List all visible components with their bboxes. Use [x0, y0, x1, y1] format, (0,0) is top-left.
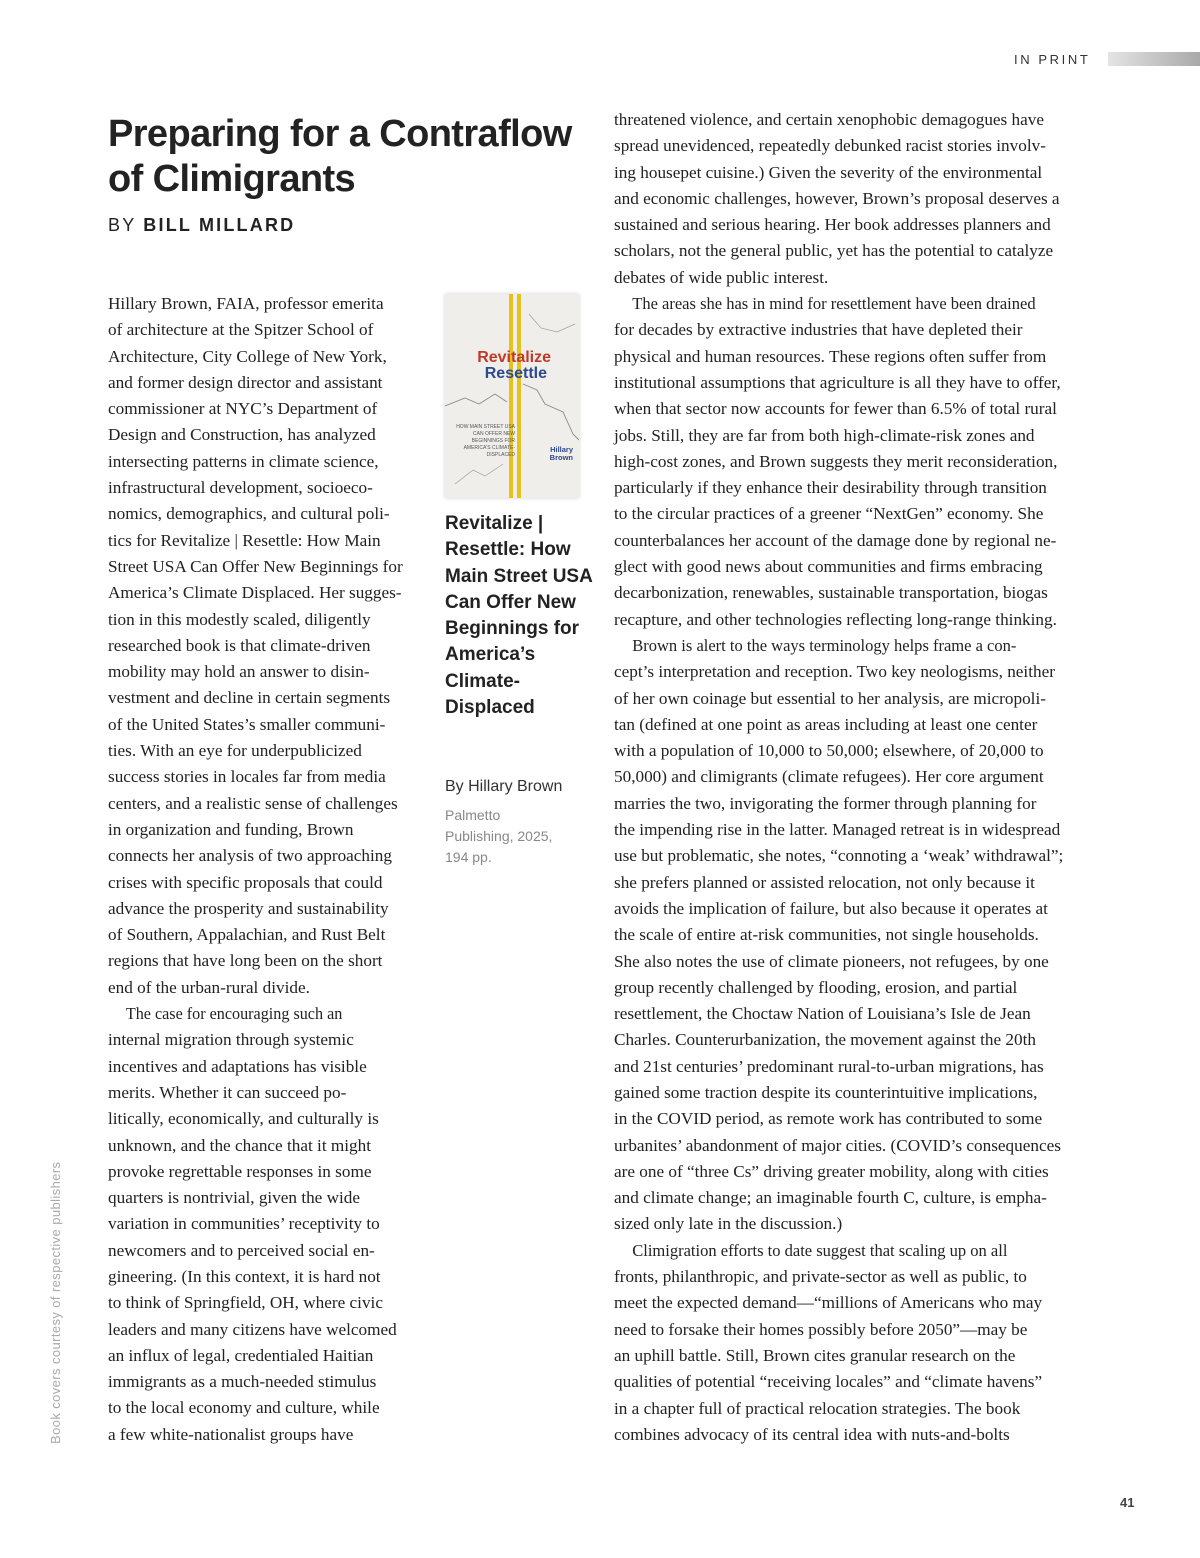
- body-line: institutional assumptions that agriculture is all they have to offer,: [614, 372, 1061, 392]
- body-line: Design and Construction, has analyzed: [108, 425, 376, 445]
- body-line: particularly if they enhance their desirability through transition: [614, 478, 1047, 498]
- image-credit: Book covers courtesy of respective publishers: [48, 1161, 63, 1444]
- body-line: infrastructural development, socioeco-: [108, 478, 373, 498]
- body-line: are one of “three Cs” driving greater mobility, along with cities: [614, 1161, 1049, 1181]
- body-line: advance the prosperity and sustainability: [108, 898, 389, 918]
- body-line: crises with specific proposals that could: [108, 872, 383, 892]
- cover-title-line2: Resettle: [484, 365, 547, 382]
- cover-author: Hillary Brown: [549, 445, 573, 462]
- body-line: in organization and funding, Brown: [108, 819, 354, 839]
- body-line: ing housepet cuisine.) Given the severity of the environmental: [614, 162, 1043, 182]
- body-line: of Southern, Appalachian, and Rust Belt: [108, 925, 386, 945]
- body-line: intersecting patterns in climate science,: [108, 451, 379, 471]
- body-line: gineering. (In this context, it is hard not: [108, 1266, 381, 1286]
- body-line: she prefers planned or assisted relocation, not only because it: [614, 872, 1035, 892]
- body-line: internal migration through systemic: [108, 1030, 354, 1050]
- body-line: qualities of potential “receiving locales” and “climate havens”: [614, 1372, 1043, 1392]
- body-line: cept’s interpretation and reception. Two key neologisms, neither: [614, 662, 1055, 682]
- byline-author: BILL MILLARD: [143, 215, 296, 235]
- body-line: success stories in locales far from media: [108, 767, 386, 787]
- body-line: decarbonization, renewables, sustainable transportation, biogas: [614, 583, 1048, 603]
- body-line: connects her analysis of two approaching: [108, 846, 392, 866]
- body-line: and 21st centuries’ predominant rural-to-urban migrations, has: [614, 1056, 1044, 1076]
- body-line: urbanites’ abandonment of major cities. (COVID’s consequences: [614, 1135, 1061, 1155]
- body-line: threatened violence, and certain xenophobic demagogues have: [614, 110, 1044, 129]
- body-line: tan (defined at one point as areas including at least one center: [614, 714, 1038, 734]
- body-line: Architecture, City College of New York,: [108, 346, 387, 366]
- cover-subtitle: HOW MAIN STREET USA CAN OFFER NEW BEGINNINGS FOR AMERICA'S CLIMATE-DISPLACED: [456, 424, 515, 458]
- body-line: and climate change; an imaginable fourth C, culture, is empha-: [614, 1188, 1047, 1208]
- body-line: Climigration efforts to date suggest that scaling up on all: [632, 1240, 1008, 1260]
- body-line: in a chapter full of practical relocation strategies. The book: [614, 1398, 1021, 1418]
- body-line: avoids the implication of failure, but also because it operates at: [614, 898, 1048, 918]
- body-line: Brown is alert to the ways terminology helps frame a con-: [632, 635, 1017, 655]
- body-column-left: [108, 291, 420, 1448]
- body-line: use but problematic, she notes, “connoting a ‘weak’ withdrawal”;: [614, 846, 1064, 866]
- body-line: Charles. Counterurbanization, the movement against the 20th: [614, 1030, 1036, 1050]
- section-bar: [1108, 52, 1200, 66]
- body-line: regions that have long been on the short: [108, 951, 383, 971]
- body-line: combines advocacy of its central idea with nuts-and-bolts: [614, 1424, 1010, 1444]
- body-line: of the United States’s smaller communi-: [108, 714, 386, 734]
- body-line: The areas she has in mind for resettlement have been drained: [632, 294, 1036, 314]
- body-line: She also notes the use of climate pioneers, not refugees, by one: [614, 951, 1049, 971]
- body-line: America’s Climate Displaced. Her sugges-: [108, 583, 402, 603]
- body-line: 50,000) and climigrants (climate refugees). Her core argument: [614, 767, 1044, 787]
- section-label: IN PRINT: [1014, 52, 1091, 67]
- body-line: ties. With an eye for underpublicized: [108, 741, 362, 761]
- body-line: immigrants as a much-needed stimulus: [108, 1372, 377, 1392]
- book-publisher: Palmetto Publishing, 2025, 194 pp.: [445, 807, 553, 865]
- body-line: of architecture at the Spitzer School of: [108, 320, 374, 340]
- body-line: Hillary Brown, FAIA, professor emerita: [108, 294, 384, 313]
- body-line: of her own coinage but essential to her analysis, are micropoli-: [614, 688, 1046, 708]
- body-line: marries the two, invigorating the former through planning for: [614, 793, 1037, 813]
- body-line: an influx of legal, credentialed Haitian: [108, 1345, 374, 1365]
- book-title: Revitalize | Resettle: How Main Street USA Can Offer New Beginnings for America’s Climate-Displaced: [445, 513, 593, 719]
- body-line: spread unevidenced, repeatedly debunked racist stories involv-: [614, 136, 1046, 156]
- body-line: researched book is that climate-driven: [108, 635, 371, 655]
- body-line: to think of Springfield, OH, where civic: [108, 1293, 383, 1313]
- body-line: unknown, and the chance that it might: [108, 1135, 371, 1155]
- body-line: tion in this modestly scaled, diligently: [108, 609, 371, 629]
- body-line: commissioner at NYC’s Department of: [108, 399, 378, 419]
- body-line: recapture, and other technologies reflecting long-range thinking.: [614, 609, 1057, 629]
- body-line: Street USA Can Offer New Beginnings for: [108, 556, 403, 576]
- body-line: jobs. Still, they are far from both high-climate-risk zones and: [614, 425, 1035, 445]
- body-line: meet the expected demand—“millions of Americans who may: [614, 1293, 1043, 1313]
- page-number: 41: [1120, 1495, 1135, 1510]
- cover-crack-illustration: [445, 294, 579, 498]
- article-title: Preparing for a Contraflow of Climigrants: [108, 113, 572, 200]
- body-line: nomics, demographics, and cultural poli-: [108, 504, 390, 524]
- body-line: scholars, not the general public, yet has the potential to catalyze: [614, 241, 1054, 261]
- body-line: resettlement, the Choctaw Nation of Louisiana’s Isle de Jean: [614, 1004, 1031, 1024]
- body-line: to the local economy and culture, while: [108, 1398, 380, 1418]
- body-line: centers, and a realistic sense of challenges: [108, 793, 398, 813]
- book-cover: [445, 294, 579, 498]
- body-line: to the circular practices of a greener “NextGen” economy. She: [614, 504, 1044, 524]
- body-line: and economic challenges, however, Brown’s proposal deserves a: [614, 188, 1060, 208]
- body-line: with a population of 10,000 to 50,000; elsewhere, of 20,000 to: [614, 741, 1044, 761]
- body-line: merits. Whether it can succeed po-: [108, 1082, 347, 1102]
- body-line: vestment and decline in certain segments: [108, 688, 391, 708]
- byline: [108, 215, 295, 236]
- body-line: gained some traction despite its counterintuitive implications,: [614, 1082, 1038, 1102]
- body-line: glect with good news about communities and firms embracing: [614, 557, 1043, 577]
- body-line: group recently challenged by flooding, erosion, and partial: [614, 977, 1018, 997]
- body-line: when that sector now accounts for fewer than 6.5% of total rural: [614, 399, 1057, 419]
- body-line: leaders and many citizens have welcomed: [108, 1319, 397, 1339]
- body-line: in the COVID period, as remote work has contributed to some: [614, 1109, 1043, 1129]
- body-line: fronts, philanthropic, and private-sector as well as public, to: [614, 1267, 1027, 1287]
- body-line: an uphill battle. Still, Brown cites granular research on the: [614, 1345, 1016, 1365]
- book-author: By Hillary Brown: [445, 778, 563, 795]
- body-line: incentives and adaptations has visible: [108, 1056, 367, 1076]
- body-line: tics for Revitalize | Resettle: How Main: [108, 530, 381, 550]
- body-line: quarters is nontrivial, given the wide: [108, 1188, 361, 1208]
- body-line: newcomers and to perceived social en-: [108, 1240, 375, 1260]
- body-line: the impending rise in the latter. Managed retreat is in widespread: [614, 820, 1061, 840]
- body-line: mobility may hold an answer to disin-: [108, 662, 370, 682]
- body-line: and former design director and assistant: [108, 372, 383, 392]
- cover-title-line1: Revitalize: [477, 349, 551, 366]
- body-line: litically, economically, and culturally is: [108, 1109, 379, 1129]
- body-line: provoke regrettable responses in some: [108, 1161, 372, 1181]
- body-line: physical and human resources. These regions often suffer from: [614, 346, 1047, 366]
- body-line: sustained and serious hearing. Her book addresses planners and: [614, 215, 1051, 235]
- body-line: The case for encouraging such an: [125, 1004, 343, 1024]
- body-line: variation in communities’ receptivity to: [108, 1214, 380, 1234]
- body-line: debates of wide public interest.: [614, 267, 829, 287]
- body-line: a few white-nationalist groups have: [108, 1424, 354, 1444]
- body-line: high-cost zones, and Brown suggests they merit reconsideration,: [614, 451, 1058, 471]
- body-column-right: [614, 107, 1094, 1448]
- body-line: sized only late in the discussion.): [614, 1214, 843, 1234]
- body-line: counterbalances her account of the damage done by regional ne-: [614, 530, 1057, 550]
- body-line: for decades by extractive industries that have depleted their: [614, 320, 1023, 340]
- body-line: need to forsake their homes possibly before 2050”—may be: [614, 1319, 1028, 1339]
- body-line: the scale of entire at-risk communities, not single households.: [614, 925, 1039, 945]
- body-line: end of the urban-rural divide.: [108, 977, 310, 997]
- byline-prefix: BY: [108, 215, 137, 235]
